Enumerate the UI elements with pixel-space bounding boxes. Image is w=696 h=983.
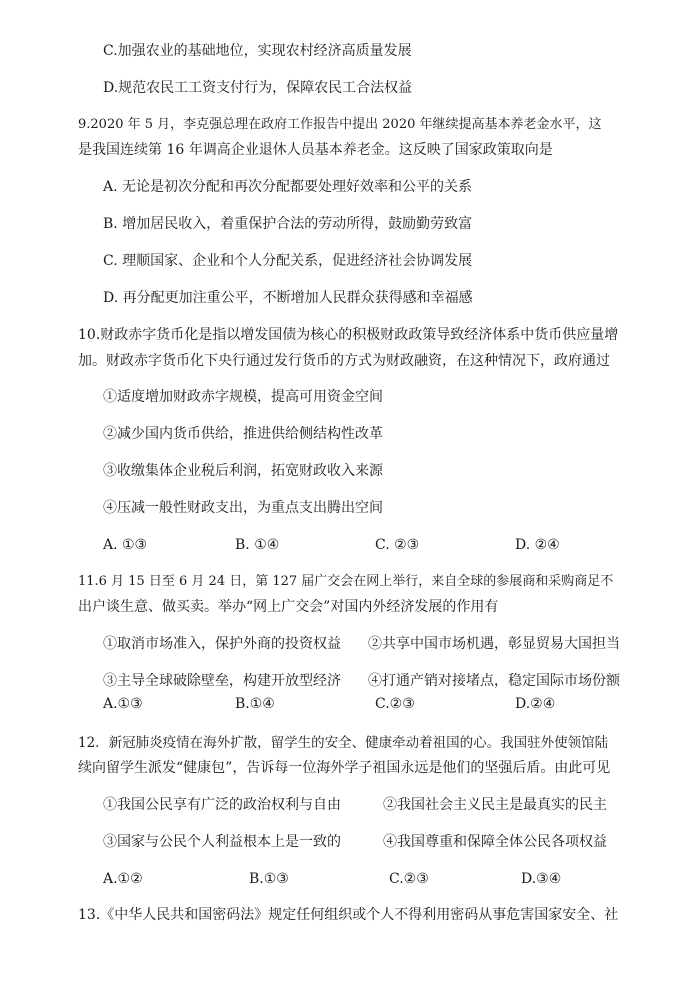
- q10-stem-line2: 加。财政赤字货币化下央行通过发行货币的方式为财政融资，在这种情况下，政府通过: [78, 353, 610, 369]
- q11-statement-1: ①取消市场准入，保护外商的投资权益: [103, 636, 341, 652]
- q11-option-d: D.②④: [515, 696, 556, 712]
- q12-statement-4: ④我国尊重和保障全体公民各项权益: [383, 834, 607, 850]
- q12-statements-row1: [103, 796, 663, 814]
- q10-statement-4: ④压减一般性财政支出，为重点支出腾出空间: [103, 500, 383, 516]
- q9-option-b: B. 增加居民收入，着重保护合法的劳动所得，鼓励勤劳致富: [103, 216, 473, 232]
- q9-option-c: C. 理顺国家、企业和个人分配关系，促进经济社会协调发展: [103, 253, 473, 269]
- q10-option-d: D. ②④: [515, 537, 560, 553]
- q11-statement-3: ③主导全球破除壁垒，构建开放型经济: [103, 673, 341, 689]
- q12-statement-3: ③国家与公民个人利益根本上是一致的: [103, 834, 341, 850]
- q10-option-c: C. ②③: [375, 537, 420, 553]
- q12-stem-line1: 12．新冠肺炎疫情在海外扩散，留学生的安全、健康牵动着祖国的心。我国驻外使领馆陆: [78, 735, 609, 751]
- q10-statement-3: ③收缴集体企业税后利润，拓宽财政收入来源: [103, 463, 383, 479]
- q11-option-b: B.①④: [235, 696, 275, 712]
- q11-options-row: [103, 695, 663, 713]
- q11-statement-2: ②共享中国市场机遇，彰显贸易大国担当: [368, 636, 620, 652]
- q11-statement-4: ④打通产销对接堵点，稳定国际市场份额: [368, 673, 620, 689]
- q12-statements-row2: [103, 833, 663, 851]
- q8-option-c: C.加强农业的基础地位，实现农村经济高质量发展: [103, 43, 412, 59]
- q10-stem-line1: 10.财政赤字货币化是指以增发国债为核心的积极财政政策导致经济体系中货币供应量增: [78, 327, 619, 343]
- q11-statements-row2: [103, 672, 663, 690]
- q12-option-d: D.③④: [521, 871, 562, 887]
- q10-option-a: A. ①③: [103, 537, 148, 553]
- q12-options-row: [103, 870, 663, 888]
- q11-stem-line1: 11.6 月 15 日至 6 月 24 日，第 127 届广交会在网上举行，来自全球的参展商和采购商足不: [78, 574, 614, 589]
- q12-statement-1: ①我国公民享有广泛的政治权利与自由: [103, 797, 341, 813]
- q13-stem-line1: 13.《中华人民共和国密码法》规定任何组织或个人不得利用密码从事危害国家安全、社: [78, 907, 619, 923]
- q12-stem-line2: 续向留学生派发“健康包”，告诉每一位海外学子祖国永远是他们的坚强后盾。由此可见: [78, 760, 611, 776]
- q12-option-a: A.①②: [103, 871, 143, 887]
- q10-statement-1: ①适度增加财政赤字规模，提高可用资金空间: [103, 389, 383, 405]
- q9-option-d: D. 再分配更加注重公平，不断增加人民群众获得感和幸福感: [103, 290, 473, 306]
- q12-option-b: B.①③: [249, 871, 289, 887]
- q11-option-a: A.①③: [103, 696, 143, 712]
- q12-option-c: C.②③: [389, 871, 429, 887]
- q11-option-c: C.②③: [375, 696, 415, 712]
- q10-options-row: [103, 536, 663, 554]
- q9-stem-line1: 9.2020 年 5 月，李克强总理在政府工作报告中提出 2020 年继续提高基本养老金水平，这: [78, 117, 602, 132]
- q9-stem-line2: 是我国连续第 16 年调高企业退休人员基本养老金。这反映了国家政策取向是: [78, 142, 553, 158]
- q8-option-d: D.规范农民工工资支付行为，保障农民工合法权益: [103, 80, 413, 96]
- q11-stem-line2: 出户谈生意、做买卖。举办“网上广交会”对国内外经济发展的作用有: [78, 599, 499, 615]
- q10-statement-2: ②减少国内货币供给，推进供给侧结构性改革: [103, 426, 383, 442]
- q10-option-b: B. ①④: [235, 537, 280, 553]
- q11-statements-row1: [103, 635, 663, 653]
- q9-option-a: A. 无论是初次分配和再次分配都要处理好效率和公平的关系: [103, 179, 473, 195]
- q12-statement-2: ②我国社会主义民主是最真实的民主: [383, 797, 607, 813]
